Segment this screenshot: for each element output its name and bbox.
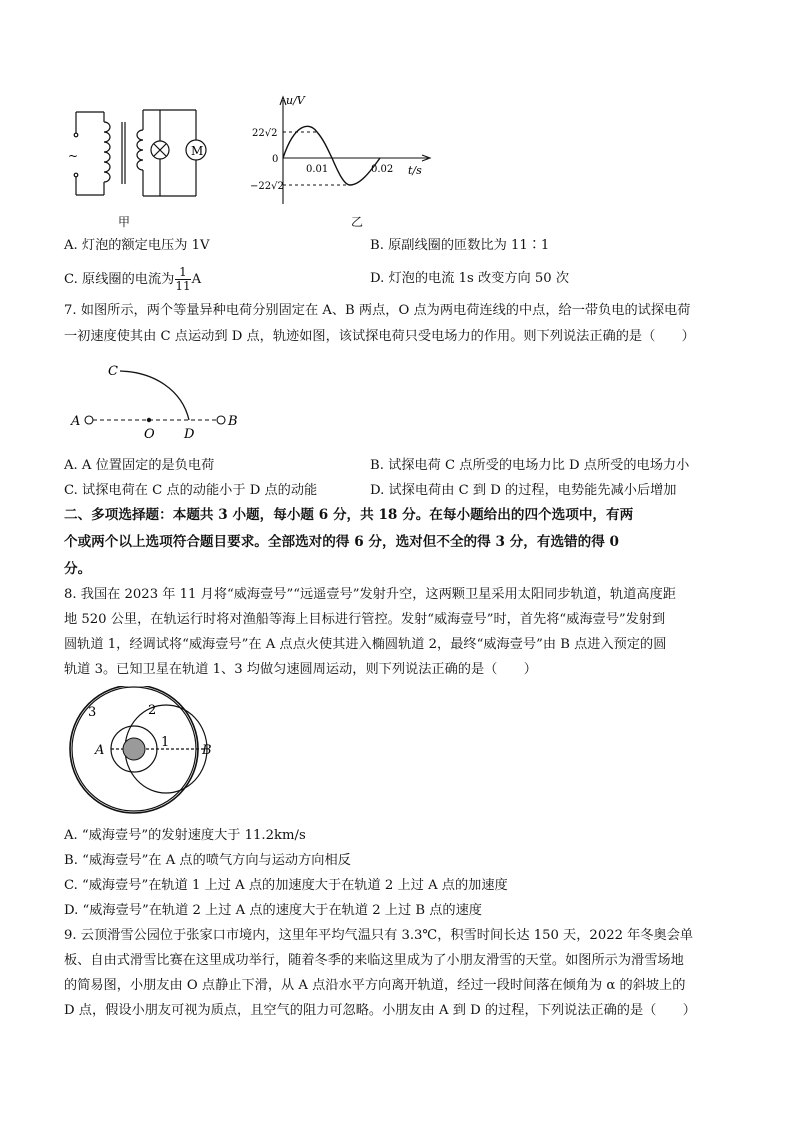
point-d-label: D xyxy=(184,427,195,440)
q9-stem-line3: 的简易图，小朋友由 O 点静止下滑，从 A 点沿水平方向离开轨道，经过一段时间落在倾角为 α 的斜坡上的 xyxy=(64,978,686,993)
orbit-3-label: 3 xyxy=(88,705,97,720)
section-2-header-line1: 二、多项选择题：本题共 3 小题，每小题 6 分，共 18 分。在每小题给出的四个选项中，有两 xyxy=(64,507,634,523)
tick-origin: 0 xyxy=(272,154,279,165)
tick-t-0.02: 0.02 xyxy=(371,164,394,175)
ac-source-symbol: ~ xyxy=(68,149,79,163)
q8-option-a: A. “威海壹号”的发射速度大于 11.2km/s xyxy=(64,828,306,843)
axis-t-label: t/s xyxy=(408,164,422,177)
orbit-diagram xyxy=(64,686,224,816)
tick-positive-peak: 22√2 xyxy=(252,128,278,139)
section-2-header-line2: 个或两个以上选项符合题目要求。全部选对的得 6 分，选对但不全的得 3 分，有选错的得 0 xyxy=(64,534,620,550)
fraction-numerator: 1 xyxy=(175,266,190,280)
figure-yi-caption: 乙 xyxy=(351,215,364,229)
q9-stem-line4: D 点，假设小朋友可视为质点，且空气的阻力可忽略。小朋友由 A 到 D 的过程，下列说法正确的是（ ） xyxy=(64,1003,696,1018)
q7-stem-line2: 一初速度使其由 C 点运动到 D 点，轨迹如图，该试探电荷只受电场力的作用。则下列说法正确的是（ ） xyxy=(64,329,695,344)
axis-u-label: u/V xyxy=(286,94,305,107)
voltage-time-graph xyxy=(250,92,440,212)
charge-trajectory-figure xyxy=(64,358,254,440)
q6-option-c-unit: A xyxy=(191,272,202,287)
orbit-1-label: 1 xyxy=(161,735,170,750)
q7-stem-line1: 7. 如图所示，两个等量异种电荷分别固定在 A、B 两点，O 点为两电荷连线的中点，给一带负电的试探电荷 xyxy=(64,303,691,318)
current-fraction xyxy=(175,266,190,293)
q8-option-c: C. “威海壹号”在轨道 1 上过 A 点的加速度大于在轨道 2 上过 A 点的加速度 xyxy=(64,878,508,893)
q7-option-a: A. A 位置固定的是负电荷 xyxy=(64,458,215,473)
q6-option-a: A. 灯泡的额定电压为 1V xyxy=(64,238,210,253)
orbit-2-label: 2 xyxy=(148,703,157,718)
point-o-label: O xyxy=(144,427,155,440)
tick-negative-peak: −22√2 xyxy=(250,181,284,192)
fraction-denominator: 11 xyxy=(175,279,191,293)
q6-option-c-prefix: C. 原线圈的电流为 xyxy=(64,272,175,287)
transformer-circuit-figure xyxy=(64,100,234,230)
q7-option-d: D. 试探电荷由 C 到 D 的过程，电势能先减小后增加 xyxy=(370,483,677,498)
q8-stem-line3: 圆轨道 1，经调试将“威海壹号”在 A 点点火使其进入椭圆轨道 2，最终“威海壹号”由 B 点进入预定的圆 xyxy=(64,637,667,652)
point-a-label: A xyxy=(71,414,81,429)
orbit-point-b-label: B xyxy=(202,743,212,758)
motor-label: M xyxy=(191,144,204,158)
q8-option-b: B. “威海壹号”在 A 点的喷气方向与运动方向相反 xyxy=(64,853,351,868)
q7-option-b: B. 试探电荷 C 点所受的电场力比 D 点所受的电场力小 xyxy=(370,458,690,473)
q7-option-c: C. 试探电荷在 C 点的动能小于 D 点的动能 xyxy=(64,483,318,498)
q8-stem-line4: 轨道 3。已知卫星在轨道 1、3 均做匀速圆周运动，则下列说法正确的是（ ） xyxy=(64,662,537,677)
point-c-label: C xyxy=(108,364,118,379)
point-b-label: B xyxy=(228,414,238,429)
q8-stem-line2: 地 520 公里，在轨运行时将对渔船等海上目标进行管控。发射“威海壹号”时，首先将“威海壹号”发射到 xyxy=(64,612,666,627)
q6-option-b: B. 原副线圈的匝数比为 11∶1 xyxy=(370,238,550,253)
q8-option-d: D. “威海壹号”在轨道 2 上过 A 点的速度大于在轨道 2 上过 B 点的速度 xyxy=(64,903,482,918)
orbit-point-a-label: A xyxy=(95,743,105,758)
q9-stem-line2: 板、自由式滑雪比赛在这里成功举行，随着冬季的来临这里成为了小朋友滑雪的天堂。如图所示为滑雪场地 xyxy=(64,953,684,968)
section-2-header-line3: 分。 xyxy=(64,561,92,577)
q8-stem-line1: 8. 我国在 2023 年 11 月将“威海壹号”“远遥壹号”发射升空，这两颗卫星采用太阳同步轨道，轨道高度距 xyxy=(64,587,676,602)
q6-option-d: D. 灯泡的电流 1s 改变方向 50 次 xyxy=(370,271,570,286)
tick-t-0.01: 0.01 xyxy=(306,164,329,175)
figure-jia-caption: 甲 xyxy=(118,215,131,229)
q6-option-c xyxy=(64,266,201,293)
q9-stem-line1: 9. 云顶滑雪公园位于张家口市境内，这里年平均气温只有 3.3℃，积雪时间长达 150 天，2022 年冬奥会单 xyxy=(64,928,694,943)
